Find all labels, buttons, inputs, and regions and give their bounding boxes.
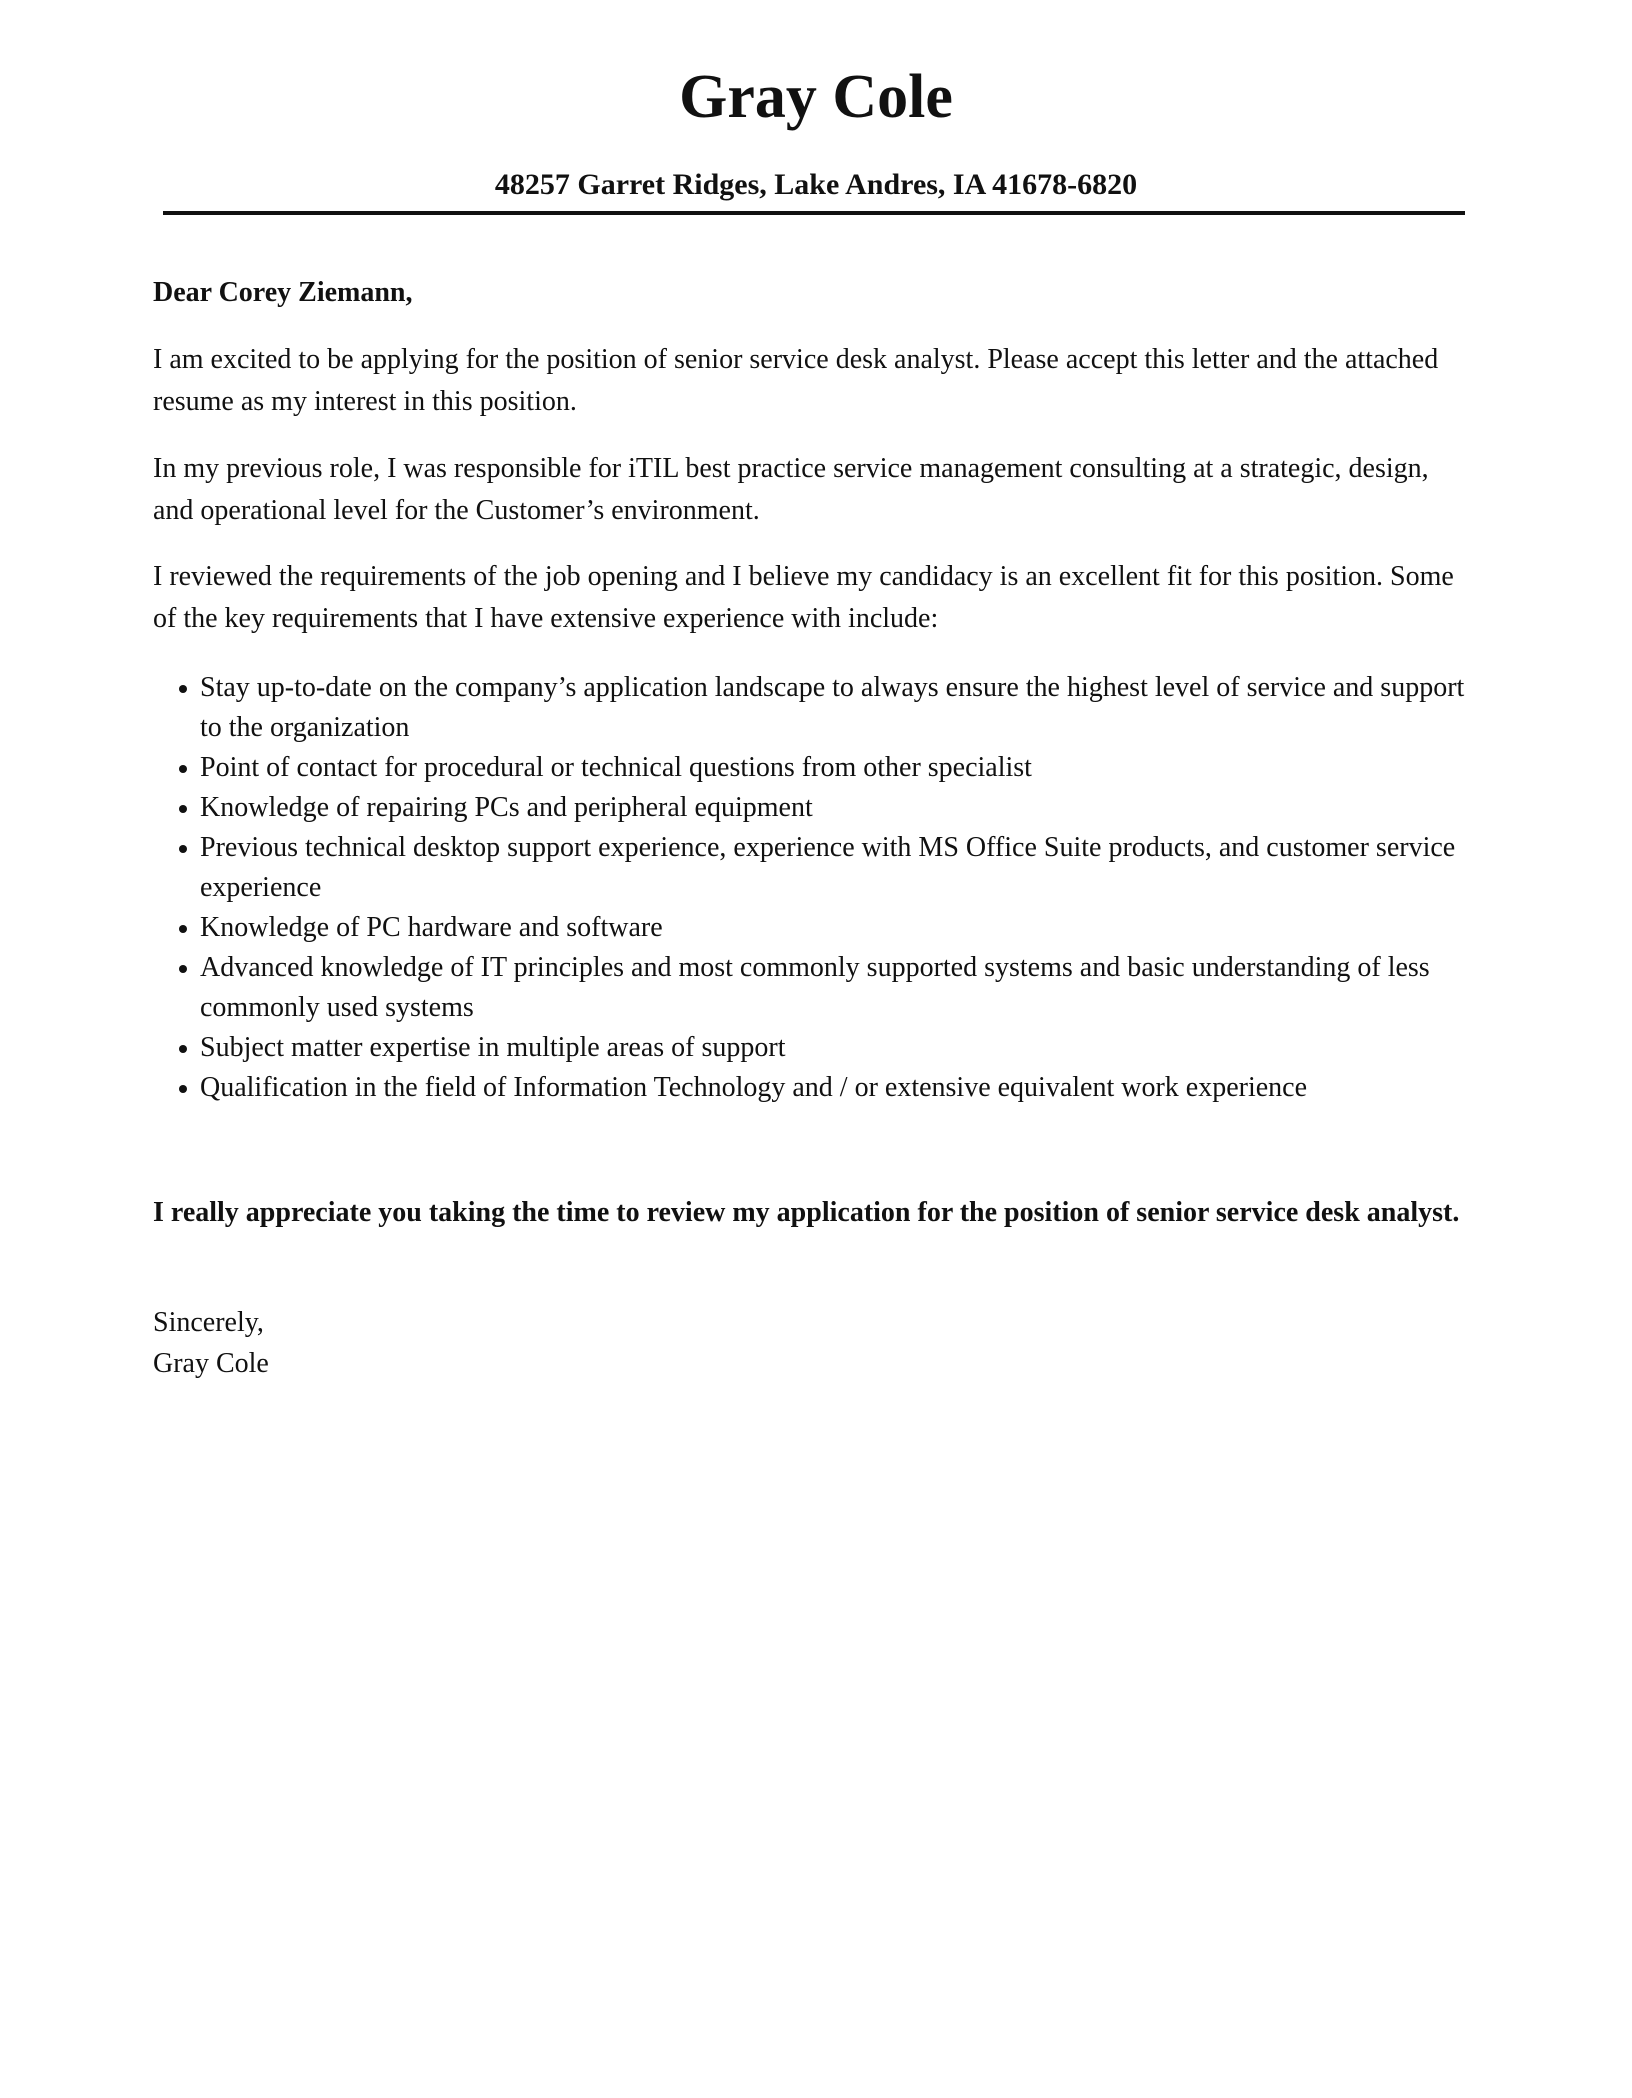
list-item: Knowledge of PC hardware and software [153, 908, 1465, 948]
applicant-name: Gray Cole [679, 63, 953, 131]
list-item: Knowledge of repairing PCs and peripheral equipment [153, 788, 1465, 828]
header-divider [163, 211, 1465, 215]
paragraph-requirements: I reviewed the requirements of the job opening and I believe my candidacy is an excellent fit for this position. Some of the key requirements that I have extensive experience with include: [153, 561, 1454, 634]
closing-paragraph: I really appreciate you taking the time to review my application for the position of senior service desk analyst. [153, 1197, 1460, 1228]
list-item: Stay up-to-date on the company’s application landscape to always ensure the highest level of service and support to the organization [153, 668, 1465, 748]
requirements-list [153, 668, 1465, 1108]
applicant-address: 48257 Garret Ridges, Lake Andres, IA 41678-6820 [494, 168, 1138, 201]
salutation: Dear Corey Ziemann, [153, 277, 413, 308]
list-item: Subject matter expertise in multiple areas of support [153, 1028, 1465, 1068]
paragraph-intro: I am excited to be applying for the position of senior service desk analyst. Please accept this letter and the attached resume as my interest in this position. [153, 344, 1439, 417]
signature: Gray Cole [153, 1348, 269, 1379]
list-item: Qualification in the field of Information Technology and / or extensive equivalent work experience [153, 1068, 1465, 1108]
signoff: Sincerely, [153, 1307, 264, 1338]
list-item: Point of contact for procedural or technical questions from other specialist [153, 748, 1465, 788]
paragraph-experience: In my previous role, I was responsible for iTIL best practice service management consulting at a strategic, design, and operational level for the Customer’s environment. [153, 453, 1429, 526]
list-item: Previous technical desktop support experience, experience with MS Office Suite products, and customer service experience [153, 828, 1465, 908]
list-item: Advanced knowledge of IT principles and most commonly supported systems and basic understanding of less commonly used systems [153, 948, 1465, 1028]
